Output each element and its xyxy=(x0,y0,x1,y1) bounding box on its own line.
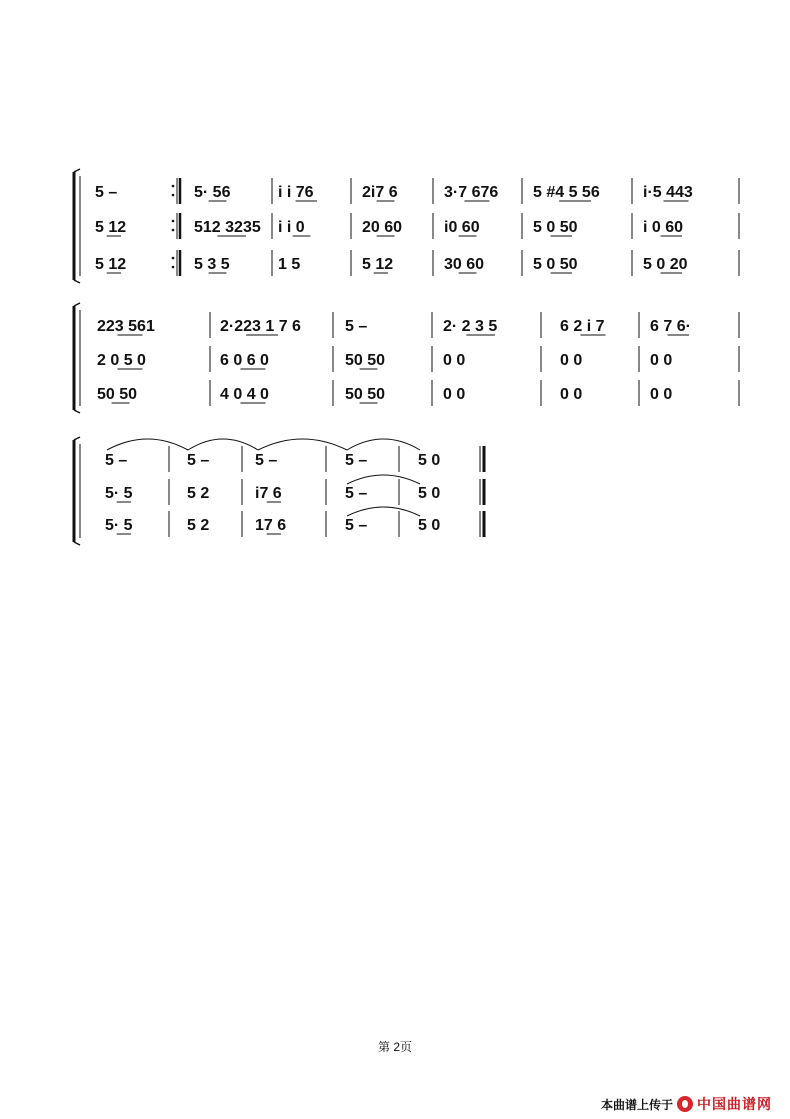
footer-upload-label: 本曲谱上传于 xyxy=(600,1097,673,1112)
measure-notes: 0 0 xyxy=(560,352,583,369)
system-bracket-bottom xyxy=(74,542,80,545)
measure-notes: 1 5 xyxy=(278,256,301,273)
repeat-dot xyxy=(172,257,175,260)
tie-arc xyxy=(347,475,420,484)
measure-notes: i i 76 xyxy=(278,184,314,201)
measure-notes: 5 – xyxy=(345,517,368,534)
measure-notes: 5 0 50 xyxy=(533,256,578,273)
measure-notes: 5· 5 xyxy=(105,485,133,502)
measure-notes: 0 0 xyxy=(650,352,673,369)
measure-notes: 0 0 xyxy=(560,386,583,403)
repeat-dot xyxy=(172,220,175,223)
footer-credit xyxy=(601,1094,772,1114)
measure-notes: 5 – xyxy=(105,452,128,469)
measure-notes: 5· 56 xyxy=(194,184,231,201)
site-logo-icon xyxy=(677,1096,693,1112)
measure-notes: 6 0 6 0 xyxy=(220,352,269,369)
repeat-dot xyxy=(172,229,175,232)
measure-notes: 5 12 xyxy=(95,256,127,273)
measure-notes: 5 – xyxy=(345,452,368,469)
measure-notes: 2i7 6 xyxy=(362,184,398,201)
measure-notes: 5 12 xyxy=(362,256,394,273)
measure-notes: 17 6 xyxy=(255,517,287,534)
measure-notes: i 0 60 xyxy=(643,219,684,236)
measure-notes: 50 50 xyxy=(345,386,386,403)
repeat-dot xyxy=(172,194,175,197)
measure-notes: 6 7 6· xyxy=(650,318,691,335)
measure-notes: 2·223 1 7 6 xyxy=(220,318,301,335)
measure-notes: 50 50 xyxy=(345,352,386,369)
tie-arc xyxy=(347,439,420,450)
measure-notes: 5 – xyxy=(345,485,368,502)
measure-notes: 6 2 i 7 xyxy=(560,318,605,335)
measure-notes: 5 0 xyxy=(418,517,441,534)
measure-notes: 0 0 xyxy=(443,386,466,403)
measure-notes: 50 50 xyxy=(97,386,138,403)
measure-notes: 5 0 xyxy=(418,485,441,502)
measure-notes: 2 0 5 0 xyxy=(97,352,146,369)
measure-notes: 5· 5 xyxy=(105,517,133,534)
measure-notes: 2· 2 3 5 xyxy=(443,318,498,335)
measure-notes: 512 3235 xyxy=(194,219,261,236)
measure-notes: 5 0 xyxy=(418,452,441,469)
system-bracket-bottom xyxy=(74,280,80,283)
repeat-dot xyxy=(172,266,175,269)
system-bracket-bottom xyxy=(74,410,80,413)
system-bracket-top xyxy=(74,169,80,172)
measure-notes: 4 0 4 0 xyxy=(220,386,269,403)
measure-notes: 5 2 xyxy=(187,485,210,502)
measure-notes: i i 0 xyxy=(278,219,305,236)
footer-site-name: 中国曲谱网 xyxy=(697,1096,772,1112)
repeat-dot xyxy=(172,185,175,188)
measure-notes: 5 #4 5 56 xyxy=(533,184,600,201)
measure-notes: 30 60 xyxy=(444,256,485,273)
measure-notes: 5 – xyxy=(345,318,368,335)
measure-notes: 5 2 xyxy=(187,517,210,534)
measure-notes: 5 0 20 xyxy=(643,256,688,273)
tie-arc xyxy=(347,507,420,516)
measure-notes: 0 0 xyxy=(443,352,466,369)
measure-notes: 5 12 xyxy=(95,219,127,236)
measure-notes: 223 561 xyxy=(97,318,155,335)
measure-notes: 5 – xyxy=(187,452,210,469)
measure-notes: 5 – xyxy=(255,452,278,469)
measure-notes: 20 60 xyxy=(362,219,403,236)
tie-arc xyxy=(258,439,347,450)
tie-arc xyxy=(188,439,258,450)
measure-notes: 3·7 676 xyxy=(444,184,499,201)
measure-notes: 5 – xyxy=(95,184,118,201)
system-bracket-top xyxy=(74,303,80,306)
measure-notes: 5 3 5 xyxy=(194,256,230,273)
page-number: 第 2页 xyxy=(377,1040,412,1054)
tie-arc xyxy=(107,439,188,450)
measure-notes: i7 6 xyxy=(255,485,282,502)
measure-notes: i·5 443 xyxy=(643,184,693,201)
measure-notes: 5 0 50 xyxy=(533,219,578,236)
measure-notes: 0 0 xyxy=(650,386,673,403)
system-bracket-top xyxy=(74,437,80,440)
measure-notes: i0 60 xyxy=(444,219,480,236)
